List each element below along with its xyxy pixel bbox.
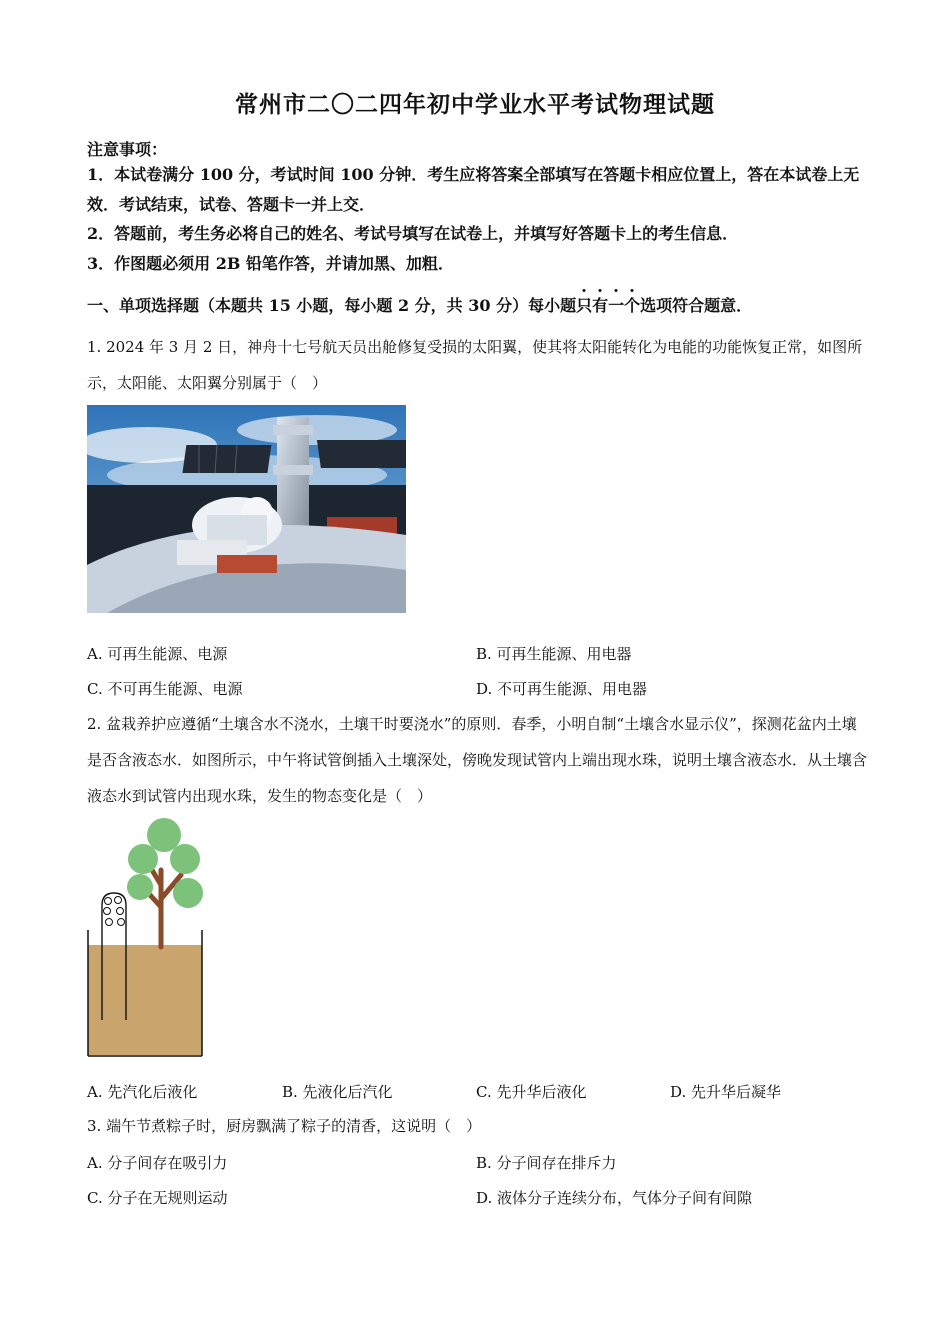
question-1-option-a: A. 可再生能源、电源	[87, 645, 228, 663]
question-1-option-d: D. 不可再生能源、用电器	[476, 680, 648, 698]
question-3-stem: 3. 端午节煮粽子时，厨房飘满了粽子的清香，这说明（ ）	[87, 1117, 482, 1135]
question-2-option-c: C. 先升华后液化	[476, 1083, 587, 1101]
question-3-option-d: D. 液体分子连续分布，气体分子间有间隙	[476, 1189, 753, 1207]
question-2-option-a: A. 先汽化后液化	[87, 1083, 198, 1101]
question-1-option-c: C. 不可再生能源、电源	[87, 680, 243, 698]
question-2-stem: 2. 盆栽养护应遵循“土壤含水不浇水，土壤干时要浇水”的原则．春季，小明自制“土壤含水显示仪”，探测花盆内土壤是否含液态水．如图所示，中午将试管倒插入土壤深处，傍晚发现试管内上端出现水珠，说明土壤含液态水．从土壤含液态水到试管内出现水珠，发生的物态变化是（ ）	[87, 715, 868, 805]
section-heading-pre: 一、单项选择题（本题共 15 小题，每小题 2 分，共 30 分）每小题	[87, 296, 577, 315]
question-3-option-a: A. 分子间存在吸引力	[87, 1154, 228, 1172]
section-heading-post: 选项符合题意．	[640, 296, 753, 315]
emphasis-char: 只	[576, 296, 593, 315]
question-2-option-d: D. 先升华后凝华	[670, 1083, 782, 1101]
space-station-photo-icon	[87, 405, 406, 613]
emphasis-char: 有	[592, 296, 609, 315]
question-3-option-b: B. 分子间存在排斥力	[476, 1154, 617, 1172]
question-3-option-c: C. 分子在无规则运动	[87, 1189, 228, 1207]
question-1-stem: 1. 2024 年 3 月 2 日，神舟十七号航天员出舱修复受损的太阳翼，使其将太阳能转化为电能的功能恢复正常，如图所示，太阳能、太阳翼分别属于（ ）	[87, 338, 863, 392]
page-title: 常州市二〇二四年初中学业水平考试物理试题	[235, 91, 715, 118]
emphasis-char: 个	[624, 296, 641, 315]
question-1-option-b: B. 可再生能源、用电器	[476, 645, 632, 663]
notice-item-3: 3．作图题必须用 2B 铅笔作答，并请加黑、加粗．	[87, 254, 454, 273]
section-heading	[87, 293, 887, 316]
notice-item-1: 1．本试卷满分 100 分，考试时间 100 分钟．考生应将答案全部填写在答题卡相应位置上，答在本试卷上无效．考试结束，试卷、答题卡一并上交．	[87, 165, 860, 214]
question-2-option-b: B. 先液化后汽化	[282, 1083, 393, 1101]
emphasis-char: 一	[608, 296, 625, 315]
notice-item-2: 2．答题前，考生务必将自己的姓名、考试号填写在试卷上，并填写好答题卡上的考生信息．	[87, 224, 739, 243]
plant-pot-test-tube-diagram-icon	[85, 815, 210, 1060]
notice-heading: 注意事项：	[87, 140, 168, 159]
